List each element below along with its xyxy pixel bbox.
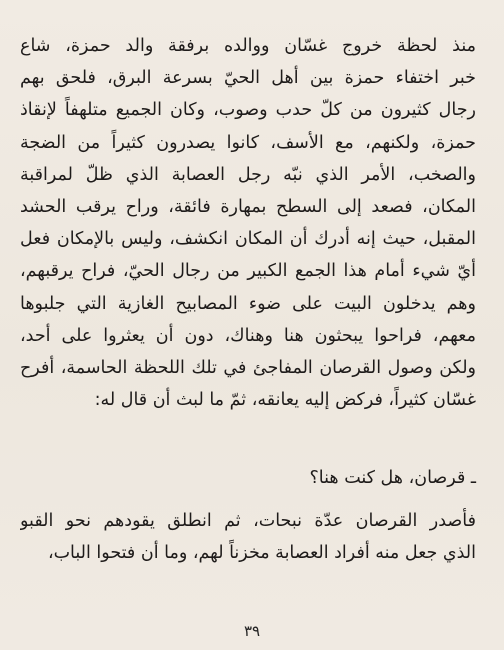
text-line: المقبل، حيث إنه أدرك أن المكان انكشف، وليس بالإمكان فعل <box>20 229 476 250</box>
text-line: ولكن وصول القرصان المفاجئ في تلك اللحظة الحاسمة، أفرح <box>20 357 476 378</box>
text-line: أيّ شيء أمام هذا الجمع الكبير من رجال الحيّ، فراح يرقبهم، <box>20 261 476 282</box>
page-number: ٣٩ <box>243 622 261 640</box>
bleed-through-text-top <box>30 2 474 18</box>
paragraph-2 <box>20 505 476 569</box>
text-line: وهم يدخلون البيت على ضوء المصابيح الغازية التي جلبوها <box>20 293 476 314</box>
text-line: المكان، فصعد إلى السطح بمهارة فائقة، وراح يرقب الحشد <box>20 196 476 217</box>
text-line: الذي جعل منه أفراد العصابة مخزناً لهم، وما أن فتحوا الباب، <box>47 543 476 564</box>
text-line: حمزة، ولكنهم، مع الأسف، كانوا يصدرون كثيراً من الضجة <box>20 132 476 153</box>
paragraph-1 <box>20 30 476 416</box>
text-line: خبر اختفاء حمزة بين أهل الحيّ بسرعة البرق، فلحق بهم <box>20 68 476 89</box>
text-line: والصخب، الأمر الذي نبّه رجل العصابة الذي ظلّ لمراقبة <box>20 164 476 185</box>
text-line: غسّان كثيراً، فركض إليه يعانقه، ثمّ ما لبث أن قال له: <box>94 390 476 411</box>
text-line: منذ لحظة خروج غسّان ووالده برفقة والد حمزة، شاع <box>20 36 476 56</box>
text-line: معهم، فراحوا يبحثون هنا وهناك، دون أن يعثروا على أحد، <box>20 325 476 346</box>
dialogue-line: ـ قرصان، هل كنت هنا؟ <box>309 468 476 488</box>
text-line: فأصدر القرصان عدّة نبحات، ثم انطلق يقودهم نحو القبو <box>20 511 476 531</box>
text-line: رجال كثيرون من كلّ حدب وصوب، وكان الجميع متلهفاً لإنقاذ <box>20 100 476 121</box>
